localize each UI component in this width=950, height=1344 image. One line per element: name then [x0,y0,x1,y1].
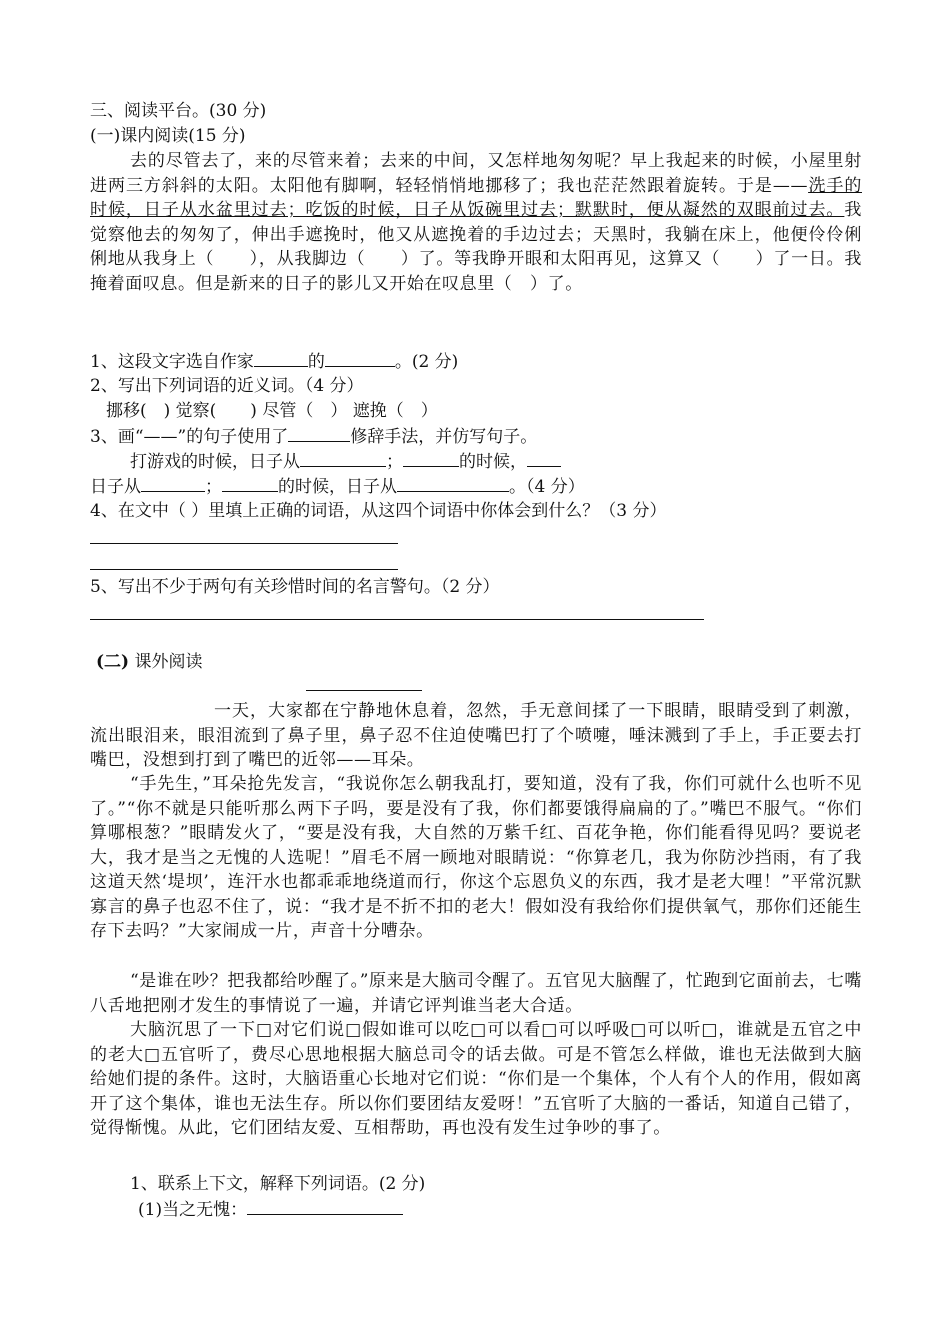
question-1-text-b: 的 [307,352,325,372]
question-1-text: 1、这段文字选自作家 [90,352,254,372]
question-3-l1c: 的时候， [459,452,527,472]
question-3-text: 3、画“——”的句子使用了 [90,427,289,447]
part2-title-number: (二) [96,652,130,672]
answer-blank[interactable] [397,474,509,492]
answer-blank[interactable] [141,474,205,492]
story-paragraph-4: 大脑沉思了一下□对它们说□假如谁可以吃□可以看□可以呼吸□可以听□，谁就是五官之中的老大□五官听了，费尽心思地根据大脑总司令的话去做。可是不管怎么样做，谁也无法做到大脑给她们提的条件。这时，大脑语重心长地对它们说：“你们是一个集体，个人有个人的作用，假如离开了这个集体，谁也无法生存。所以你们要团结友爱呀！”五官听了大脑的一番话，知道自己错了，觉得惭愧。从此，它们团结友爱、互相帮助，再也没有发生过争吵的事了。 [90,1020,862,1138]
question-3-title [90,424,537,449]
question-3-l2d: 。（4 分） [509,477,585,497]
passage-text [90,149,862,296]
part2-title [96,650,203,674]
question-3-l2a: 日子从 [90,477,141,497]
sub-question-1-item-1 [138,1197,403,1222]
passage-sentence-1: 去的尽管去了，来的尽管来着；去来的中间，又怎样地匆匆呢？早上我起来的时候，小屋里射进两三方斜斜的太阳。太阳他有脚啊，轻轻悄悄地挪移了；我也茫茫然跟着旋转。于是—— [90,151,862,196]
question-1 [90,349,458,374]
story-paragraph-1: 一天，大家都在宁静地休息着，忽然，手无意间揉了一下眼睛，眼睛受到了刺激，流出眼泪来，眼泪流到了鼻子里，鼻子忍不住迫使嘴巴打了个喷嚏，唾沫溅到了手上，手正要去打嘴巴，没想到打到了嘴巴的近邻——耳朵。 [90,701,862,770]
question-3-line-2 [90,474,585,499]
question-3-l1b: ； [386,452,403,472]
question-2-title: 2、写出下列词语的近义词。（4 分） [90,376,364,396]
part2-title-text: 课外阅读 [134,652,203,672]
question-3-line-1 [130,449,561,474]
part1-title: (一)课内阅读(15 分) [90,126,246,146]
answer-blank[interactable] [527,449,561,467]
answer-blank[interactable] [300,449,386,467]
answer-blank[interactable] [254,349,308,367]
section-title: 三、阅读平台。(30 分) [90,101,267,121]
answer-line[interactable] [90,543,398,544]
question-3-l2c: 的时候，日子从 [278,477,397,497]
question-1-text-c: 。(2 分) [394,352,459,372]
sub-question-1-item-1-text: (1)当之无愧： [138,1200,248,1220]
story-paragraph-2: “手先生，”耳朵抢先发言，“我说你怎么朝我乱打，要知道，没有了我，你们可就什么也听不见了。”“你不就是只能听那么两下子吗，要是没有了我，你们都要饿得扁扁的了。”嘴巴不服气。“你们算哪根葱？”眼睛发火了，“要是没有我，大自然的万紫千红、百花争艳，你们能看得见吗？要说老大，我才是当之无愧的人选呢！”眉毛不屑一顾地对眼睛说：“你算老几，我为你防沙挡雨，有了我这道天然‘堤坝’，连汗水也都乖乖地绕道而行，你这个忘恩负义的东西，我才是老大哩！”平常沉默寡言的鼻子也忍不住了，说：“我才是不折不扣的老大！假如没有我给你们提供氧气，那你们还能生存下去吗？”大家闹成一片，声音十分嘈杂。 [90,774,862,941]
passage-underlined-sentence: 洗手的时候，日子从水盆里过去；吃饭的时候，日子从饭碗里过去；默默时，便从凝然的双眼前过去。 [90,175,862,220]
answer-blank[interactable] [325,349,395,367]
question-3-l2b: ； [205,477,222,497]
question-2-items: 挪移( ) 觉察( ) 尽管（ ） 遮挽（ ） [106,401,438,421]
question-4-title: 4、在文中（ ）里填上正确的词语，从这四个词语中你体会到什么？（3 分） [90,501,667,521]
question-3-l1a: 打游戏的时候，日子从 [130,452,300,472]
sub-question-1-title: 1、联系上下文，解释下列词语。(2 分) [130,1174,426,1194]
question-3-text-b: 修辞手法，并仿写句子。 [350,427,538,447]
answer-blank[interactable] [288,424,350,442]
answer-blank[interactable] [247,1197,403,1215]
story-paragraph-3: “是谁在吵？把我都给吵醒了。”原来是大脑司令醒了。五官见大脑醒了，忙跑到它面前去，七嘴八舌地把刚才发生的事情说了一遍，并请它评判谁当老大合适。 [90,971,862,1016]
answer-blank[interactable] [403,449,459,467]
passage-sentence-3: 我觉察他去的匆匆了，伸出手遮挽时，他又从遮挽着的手边过去；天黑时，我躺在床上，他便伶伶俐俐地从我身上（ ），从我脚边（ ）了。等我睁开眼和太阳再见，这算又（ ）了一日。我掩着面叹息。但是新来的日子的影儿又开始在叹息里（ ）了。 [90,200,862,294]
answer-line[interactable] [90,569,398,570]
answer-line[interactable] [90,619,704,620]
question-5-title: 5、写出不少于两句有关珍惜时间的名言警句。（2 分） [90,577,500,597]
answer-blank[interactable] [222,474,278,492]
story-title-blank[interactable] [306,690,422,691]
